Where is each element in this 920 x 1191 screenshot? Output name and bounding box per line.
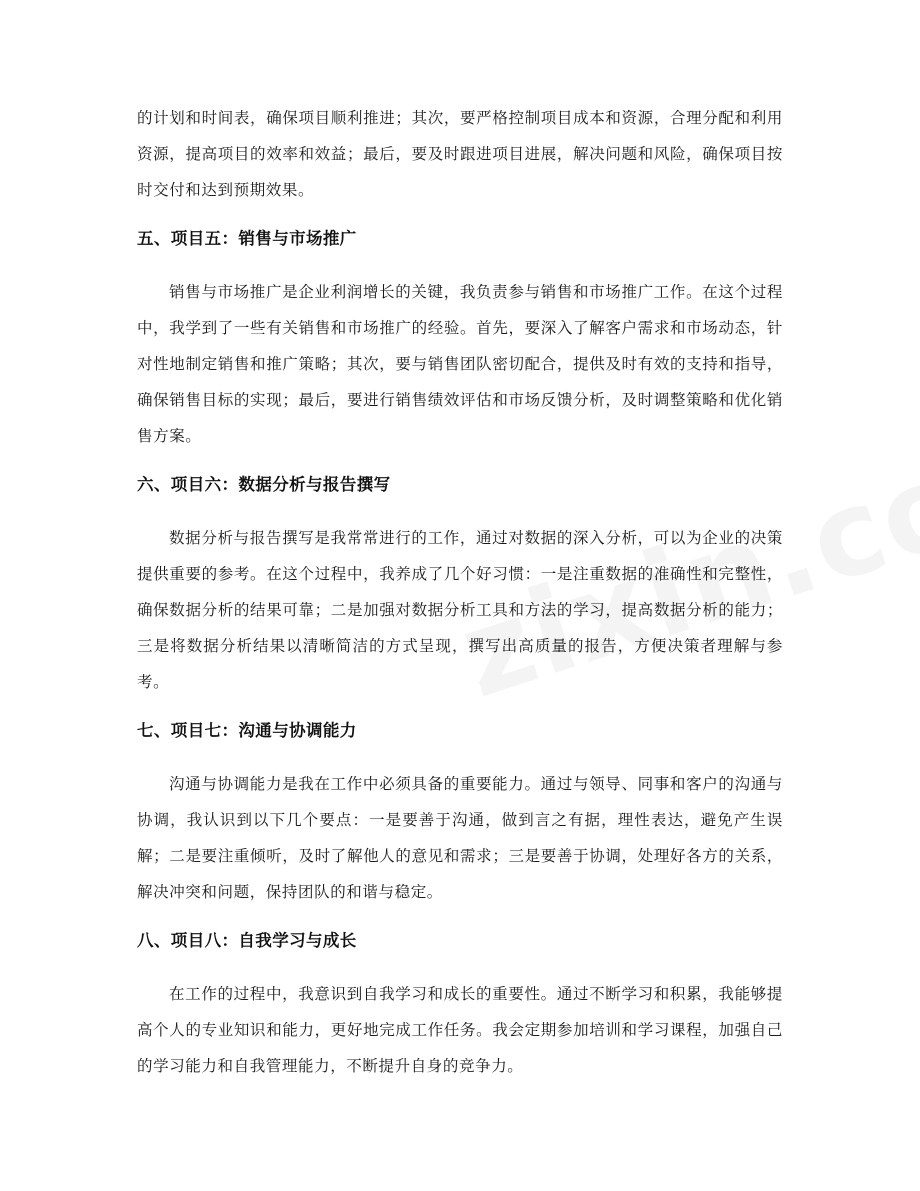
- section-6-heading: 六、项目六：数据分析与报告撰写: [137, 475, 391, 494]
- section-5-paragraph: 销售与市场推广是企业利润增长的关键，我负责参与销售和市场推广工作。在这个过程中，我学到了一些有关销售和市场推广的经验。首先，要深入了解客户需求和市场动态，针对性地制定销售和推广策略；其次，要与销售团队密切配合，提供及时有效的支持和指导，确保销售目标的实现；最后，要进行销售绩效评估和市场反馈分析，及时调整策略和优化销售方案。: [137, 283, 783, 445]
- section-5-heading: 五、项目五：销售与市场推广: [137, 229, 357, 248]
- section-8-heading: 八、项目八：自我学习与成长: [137, 931, 357, 950]
- section-7-heading: 七、项目七：沟通与协调能力: [137, 721, 357, 740]
- section-6-paragraph: 数据分析与报告撰写是我常常进行的工作，通过对数据的深入分析，可以为企业的决策提供重要的参考。在这个过程中，我养成了几个好习惯：一是注重数据的准确性和完整性，确保数据分析的结果可靠；二是加强对数据分析工具和方法的学习，提高数据分析的能力；三是将数据分析结果以清晰简洁的方式呈现，撰写出高质量的报告，方便决策者理解与参考。: [137, 529, 783, 691]
- section-8-paragraph: 在工作的过程中，我意识到自我学习和成长的重要性。通过不断学习和积累，我能够提高个人的专业知识和能力，更好地完成工作任务。我会定期参加培训和学习课程，加强自己的学习能力和自我管理能力，不断提升自身的竞争力。: [137, 985, 783, 1075]
- intro-paragraph: 的计划和时间表，确保项目顺利推进；其次，要严格控制项目成本和资源，合理分配和利用资源，提高项目的效率和效益；最后，要及时跟进项目进展，解决问题和风险，确保项目按时交付和达到预期效果。: [137, 109, 783, 199]
- document-body: [137, 100, 783, 1084]
- section-7-paragraph: 沟通与协调能力是我在工作中必须具备的重要能力。通过与领导、同事和客户的沟通与协调，我认识到以下几个要点：一是要善于沟通，做到言之有据，理性表达，避免产生误解；二是要注重倾听，及时了解他人的意见和需求；三是要善于协调，处理好各方的关系，解决冲突和问题，保持团队的和谐与稳定。: [137, 775, 783, 901]
